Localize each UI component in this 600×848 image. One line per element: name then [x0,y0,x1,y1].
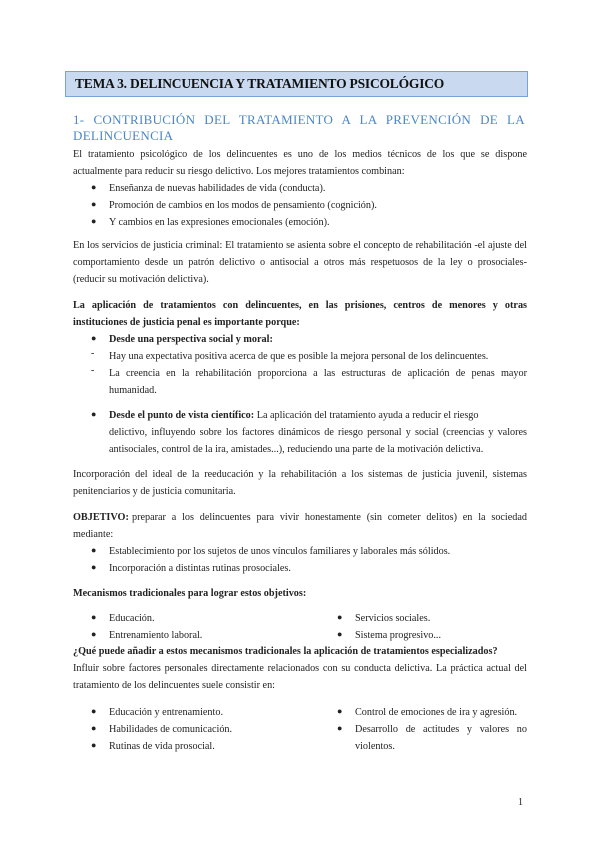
bullet-icon: ● [91,333,97,343]
bullet-icon: ● [337,629,343,639]
list-item: Control de emociones de ira y agresión. [355,707,518,718]
bullet-icon: ● [91,545,97,555]
list-item: Entrenamiento laboral. [109,630,203,641]
objective-line-1 [73,509,527,526]
list-item: Educación y entrenamiento. [109,707,223,718]
list-item: Sistema progresivo... [355,630,442,641]
bullet-icon: ● [91,409,97,419]
answer-line-2: tratamiento de los delincuentes suele consistir en: [73,680,275,691]
social-dash-1: Hay una expectativa positiva acerca de que es posible la mejora personal de los delincuentes. [109,351,489,362]
importance-line-1: La aplicación de tratamientos con delincuentes, en las prisiones, centros de menores y otras [73,300,527,311]
bullet-icon: ● [91,740,97,750]
justice-line-2: comportamiento desde un patrón delictivo o antisocial a otros más respetuosos de la ley o prosociales- [73,257,527,268]
list-item: Habilidades de comunicación. [109,724,233,735]
bullet-icon: ● [337,706,343,716]
list-item: Desarrollo de actitudes y valores no [355,724,527,735]
bullet-icon: ● [337,612,343,622]
dash-icon: - [91,348,95,359]
dash-icon: - [91,365,95,376]
incorporation-line-2: penitenciarios y de justicia comunitaria. [73,486,236,497]
social-dash-2: La creencia en la rehabilitación proporciona a las estructuras de aplicación de penas mayor [109,368,527,379]
objective-line-2: mediante: [73,529,114,540]
list-item: Incorporación a distintas rutinas prosociales. [109,563,291,574]
justice-line-3: (reducir su motivación delictiva). [73,274,209,285]
bullet-icon: ● [91,216,97,226]
scientific-line-3: antisociales, control de la ira, amistades...), reduciendo una parte de la motivación delictiva. [109,444,484,455]
intro-line-1: El tratamiento psicológico de los delincuentes es uno de los medios técnicos de los que se dispone [73,149,527,160]
page-number: 1 [518,797,523,808]
bullet-icon: ● [337,723,343,733]
bullet-icon: ● [91,629,97,639]
bullet-icon: ● [91,723,97,733]
social-heading: Desde una perspectiva social y moral: [109,334,273,345]
incorporation-line-1: Incorporación del ideal de la reeducación y la rehabilitación a los sistemas de justicia juvenil, sistemas [73,469,527,480]
document-title: TEMA 3. DELINCUENCIA Y TRATAMIENTO PSICOLÓGICO [75,76,445,91]
list-item: Establecimiento por los sujetos de unos vínculos familiares y laborales más sólidos. [109,546,451,557]
bullet-icon: ● [91,706,97,716]
bullet-icon: ● [91,562,97,572]
importance-line-2: instituciones de justicia penal es importante porque: [73,317,300,328]
intro-line-2: actualmente para reducir su riesgo delictivo. Los mejores tratamientos combinan: [73,166,405,177]
list-item: Promoción de cambios en los modos de pensamiento (cognición). [109,200,377,211]
justice-line-1: En los servicios de justicia criminal: El tratamiento se asienta sobre el concepto de rehabilitación -el ajuste del [73,240,527,251]
objective-label: OBJETIVO: [73,512,129,523]
list-item: Enseñanza de nuevas habilidades de vida (conducta). [109,183,326,194]
section-heading: 1- CONTRIBUCIÓN DEL TRATAMIENTO A LA PREVENCIÓN DE LA [73,112,525,127]
scientific-text: La aplicación del tratamiento ayuda a reducir el riesgo [256,410,479,421]
list-item: Educación. [109,613,155,624]
list-item: Servicios sociales. [355,613,431,624]
section-heading-cont: DELINCUENCIA [73,128,174,143]
answer-line-1: Influir sobre factores personales directamente relacionados con su conducta delictiva. La práctica actual del [73,663,527,674]
scientific-line-1 [109,407,478,424]
list-item: Y cambios en las expresiones emocionales (emoción). [109,217,330,228]
bullet-icon: ● [91,199,97,209]
bullet-icon: ● [91,182,97,192]
mechanisms-heading: Mecanismos tradicionales para lograr estos objetivos: [73,588,307,599]
bullet-icon: ● [91,612,97,622]
list-item-cont: violentos. [355,741,395,752]
list-item: Rutinas de vida prosocial. [109,741,215,752]
social-dash-2-cont: humanidad. [109,385,157,396]
question: ¿Qué puede añadir a estos mecanismos tradicionales la aplicación de tratamientos especializados? [73,646,498,657]
scientific-heading: Desde el punto de vista científico: [109,410,255,421]
title-banner [65,71,528,97]
objective-text: preparar a los delincuentes para vivir honestamente (sin cometer delitos) en la sociedad [132,512,527,523]
scientific-line-2: delictivo, influyendo sobre los factores dinámicos de riesgo personal y social (creencias y valores [109,427,527,438]
